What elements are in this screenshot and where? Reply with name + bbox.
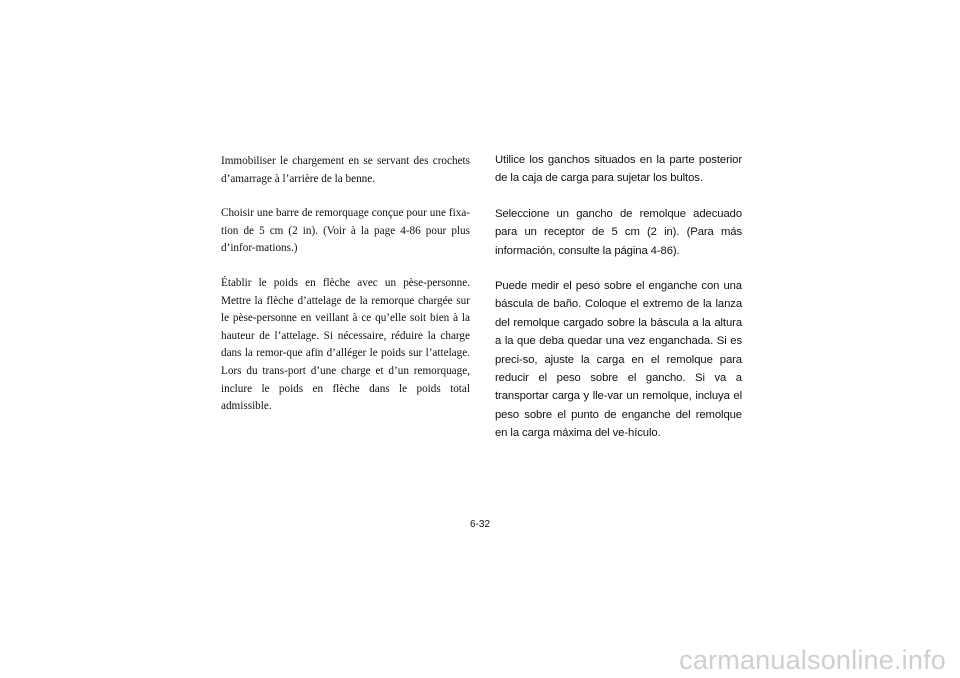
french-paragraph-3: Établir le poids en flèche avec un pèse-personne. Mettre la flèche d’attelage de la remorque chargée sur le pèse-personne en veillant à ce qu’elle soit bien à la hauteur de l’attelage. Si nécessaire, réduire la charge dans la remor-que afin d’alléger le poids sur l’attelage. Lors du trans-port d’une charge et d’un remorquage, inclure le poids en flèche dans le poids total admissible. — [221, 276, 470, 413]
spanish-text-column — [495, 151, 742, 443]
spanish-paragraph-1: Utilice los ganchos situados en la parte posterior de la caja de carga para sujetar los bultos. — [495, 154, 742, 185]
french-paragraph-1: Immobiliser le chargement en se servant des crochets d’amarrage à l’arrière de la benne. — [221, 155, 470, 185]
spanish-paragraph-2: Seleccione un gancho de remolque adecuado para un receptor de 5 cm (2 in). (Para más información, consulte la página 4-86). — [495, 207, 742, 257]
french-paragraph-2: Choisir une barre de remorquage conçue pour une fixa-tion de 5 cm (2 in). (Voir à la page 4-86 pour plus d’infor-mations.) — [221, 207, 470, 255]
page-number: 6-32 — [470, 519, 491, 530]
french-text-column — [221, 153, 470, 416]
watermark-text: carmanualsonline.info — [679, 645, 946, 675]
spanish-paragraph-3: Puede medir el peso sobre el enganche con una báscula de baño. Coloque el extremo de la lanza del remolque cargado sobre la báscula a la altura a la que deba quedar una vez enganchada. Si es preci-so, ajuste la carga en el remolque para reducir el peso sobre el gancho. Si va a transportar carga y lle-var un remolque, incluya el peso sobre el punto de enganche del remolque en la carga máxima del ve-hículo. — [495, 280, 742, 440]
